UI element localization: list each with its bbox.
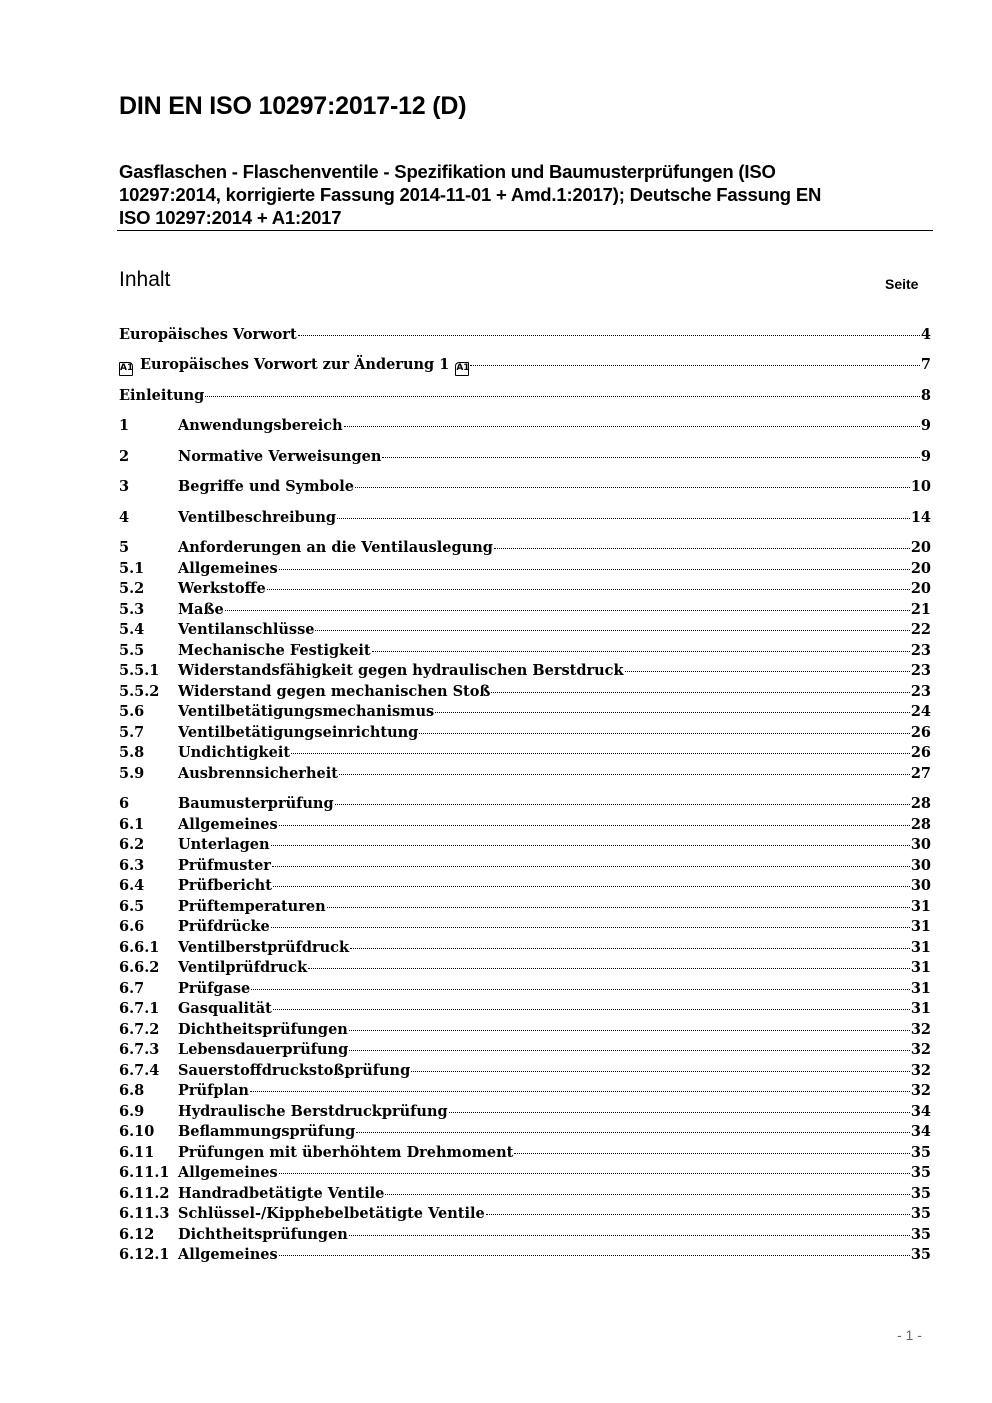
toc-dot-leader [279,825,910,826]
toc-dot-leader [267,589,910,590]
toc-dot-leader [486,1214,910,1215]
toc-entry-page: 31 [910,1000,931,1017]
toc-entry-page: 23 [910,683,931,700]
toc-entry-title: Baumusterprüfung [178,795,334,812]
toc-entry-page: 31 [910,959,931,976]
subtitle-line: 10297:2014, korrigierte Fassung 2014-11-01 + Amd.1:2017); Deutsche Fassung EN [119,184,822,205]
toc-entry-number: 6.10 [119,1123,155,1140]
toc-entry[interactable] [119,1000,931,1020]
toc-dot-leader [308,968,910,969]
toc-entry-number: 6.5 [119,898,145,915]
toc-entry-page: 27 [910,765,931,782]
title-divider [117,230,933,231]
toc-entry-title: Mechanische Festigkeit [178,642,371,659]
toc-entry-page: 35 [910,1205,931,1222]
toc-entry-number: 5.2 [119,580,145,597]
toc-entry-number: 5.9 [119,765,145,782]
toc-dot-leader [625,671,910,672]
toc-entry[interactable] [119,539,931,559]
toc-entry-number: 5.5.2 [119,683,160,700]
toc-entry[interactable] [119,1041,931,1061]
toc-entry-number: 6.6.2 [119,959,160,976]
toc-entry-title: Ventilprüfdruck [178,959,308,976]
toc-entry-title: Ventilbeschreibung [178,509,337,526]
toc-entry[interactable] [119,509,931,529]
toc-dot-leader [339,774,910,775]
toc-entry-page: 30 [910,857,931,874]
toc-entry-page: 31 [910,980,931,997]
toc-entry-page: 9 [920,417,931,434]
toc-dot-leader [349,1235,910,1236]
toc-entry-page: 7 [920,356,931,373]
toc-entry[interactable] [119,601,931,621]
toc-entry-number: 6.1 [119,816,145,833]
toc-dot-leader [279,1255,910,1256]
toc-entry-number: 6.7.4 [119,1062,160,1079]
toc-entry-title: Allgemeines [178,816,278,833]
toc-entry[interactable] [119,980,931,1000]
toc-entry-number: 6.3 [119,857,145,874]
toc-entry[interactable] [119,939,931,959]
toc-entry-number: 5.8 [119,744,145,761]
toc-dot-leader [349,1050,910,1051]
toc-entry[interactable] [119,1103,931,1123]
toc-entry-page: 31 [910,918,931,935]
toc-entry-page: 14 [910,509,931,526]
toc-dot-leader [291,753,910,754]
subtitle-line: Gasflaschen - Flaschenventile - Spezifikation und Baumusterprüfungen (ISO [119,161,776,182]
toc-entry[interactable] [119,560,931,580]
amendment-end-icon: A1 [455,362,469,376]
toc-entry[interactable] [119,417,931,437]
toc-entry-number: 2 [119,448,130,465]
toc-entry-page: 35 [910,1164,931,1181]
toc-dot-leader [349,1030,910,1031]
toc-entry[interactable] [119,621,931,641]
toc-entry-title [119,356,469,376]
toc-entry[interactable] [119,1164,931,1184]
toc-entry[interactable] [119,724,931,744]
toc-entry-title: Prüfbericht [178,877,272,894]
toc-heading: Inhalt [119,268,171,291]
toc-entry-number: 1 [119,417,130,434]
toc-dot-leader [382,457,920,458]
toc-entry[interactable] [119,918,931,938]
toc-entry-title: Normative Verweisungen [178,448,382,465]
toc-dot-leader [514,1153,909,1154]
toc-dot-leader [298,335,920,336]
toc-entry-title: Prüfmuster [178,857,271,874]
toc-entry-number: 6.7.2 [119,1021,160,1038]
toc-entry-number: 6.11.1 [119,1164,170,1181]
toc-entry[interactable] [119,836,931,856]
toc-entry-title: Prüftemperaturen [178,898,326,915]
toc-dot-leader [344,426,920,427]
toc-entry-title: Werkstoffe [178,580,266,597]
toc-entry[interactable] [119,703,931,723]
toc-entry-number: 5.5.1 [119,662,160,679]
toc-entry-title: Ventilbetätigungseinrichtung [178,724,419,741]
toc-entry-number: 6.2 [119,836,145,853]
toc-entry-number: 6.12.1 [119,1246,170,1263]
toc-entry-title: Allgemeines [178,1164,278,1181]
toc-dot-leader [372,651,910,652]
toc-entry[interactable] [119,877,931,897]
toc-entry[interactable] [119,1205,931,1225]
toc-dot-leader [356,1132,910,1133]
toc-dot-leader [335,804,910,805]
toc-entry-number: 6.8 [119,1082,145,1099]
toc-entry-page: 26 [910,744,931,761]
toc-entry-title: Gasqualität [178,1000,272,1017]
toc-entry-page: 10 [910,478,931,495]
toc-entry[interactable] [119,642,931,662]
toc-entry-number: 5.7 [119,724,145,741]
toc-dot-leader [411,1071,910,1072]
toc-entry-page: 24 [910,703,931,720]
toc-dot-leader [435,712,910,713]
toc-entry-title: Handradbetätigte Ventile [178,1185,385,1202]
toc-entry-page: 21 [910,601,931,618]
toc-entry[interactable] [119,857,931,877]
toc-dot-leader [271,927,910,928]
toc-entry-number: 6 [119,795,130,812]
toc-entry-page: 32 [910,1062,931,1079]
toc-entry-title: Widerstandsfähigkeit gegen hydraulischen Berstdruck [178,662,624,679]
toc-dot-leader [251,989,910,990]
toc-entry-number: 5.6 [119,703,145,720]
toc-entry-title: Beflammungsprüfung [178,1123,356,1140]
toc-dot-leader [205,396,920,397]
toc-entry-title: Allgemeines [178,1246,278,1263]
toc-entry-title: Unterlagen [178,836,270,853]
toc-entry[interactable] [119,683,931,703]
toc-entry-title: Widerstand gegen mechanischen Stoß [178,683,491,700]
toc-entry-page: 23 [910,642,931,659]
toc-entry-page: 31 [910,898,931,915]
toc-entry-page: 26 [910,724,931,741]
toc-entry-number: 6.4 [119,877,145,894]
toc-entry[interactable] [119,326,931,346]
toc-entry-page: 34 [910,1123,931,1140]
toc-entry[interactable] [119,898,931,918]
toc-entry-title: Ventilanschlüsse [178,621,315,638]
toc-entry[interactable] [119,448,931,468]
toc-entry-title: Prüfplan [178,1082,249,1099]
toc-entry-title: Begriffe und Symbole [178,478,354,495]
toc-entry-title: Maße [178,601,224,618]
toc-entry-number: 6.6 [119,918,145,935]
toc-dot-leader [494,548,910,549]
amendment-start-icon: A1 [119,362,133,376]
toc-entry-number: 4 [119,509,130,526]
toc-entry[interactable] [119,795,931,815]
toc-dot-leader [449,1112,910,1113]
toc-entry-number: 6.12 [119,1226,155,1243]
toc-entry-title: Ventilbetätigungsmechanismus [178,703,435,720]
subtitle-line: ISO 10297:2014 + A1:2017 [119,207,342,228]
toc-entry-page: 4 [920,326,931,343]
toc-entry-page: 32 [910,1082,931,1099]
toc-entry-page: 35 [910,1226,931,1243]
toc-entry[interactable] [119,1144,931,1164]
toc-dot-leader [385,1194,909,1195]
toc-entry-number: 6.11 [119,1144,155,1161]
toc-entry-number: 3 [119,478,130,495]
toc-entry-title: Europäisches Vorwort [119,326,297,343]
toc-entry-page: 20 [910,560,931,577]
toc-entry[interactable] [119,387,931,407]
toc-entry[interactable] [119,478,931,498]
toc-entry-page: 30 [910,877,931,894]
toc-entry-page: 35 [910,1185,931,1202]
toc-entry[interactable] [119,1185,931,1205]
toc-entry-number: 5.4 [119,621,145,638]
document-subtitle [119,160,931,229]
document-title: DIN EN ISO 10297:2017-12 (D) [119,92,467,120]
toc-entry-number: 5.3 [119,601,145,618]
toc-entry-title: Dichtheitsprüfungen [178,1226,348,1243]
toc-entry-title: Ausbrennsicherheit [178,765,338,782]
toc-entry-title: Sauerstoffdruckstoßprüfung [178,1062,411,1079]
toc-entry[interactable] [119,816,931,836]
toc-entry-page: 30 [910,836,931,853]
toc-entry[interactable] [119,1226,931,1246]
toc-entry[interactable] [119,765,931,785]
toc-entry-title: Anwendungsbereich [178,417,343,434]
toc-entry-number: 6.9 [119,1103,145,1120]
toc-entry-title: Prüfdrücke [178,918,270,935]
toc-entry-page: 20 [910,539,931,556]
toc-dot-leader [337,518,910,519]
toc-entry-page: 28 [910,816,931,833]
toc-entry-page: 9 [920,448,931,465]
toc-entry-page: 32 [910,1041,931,1058]
toc-dot-leader [273,1009,910,1010]
toc-entry-number: 5.1 [119,560,145,577]
toc-dot-leader [327,907,910,908]
toc-entry-title-text: Europäisches Vorwort zur Änderung 1 [140,356,450,373]
toc-entry[interactable] [119,1123,931,1143]
toc-entry-page: 32 [910,1021,931,1038]
toc-entry-number: 6.6.1 [119,939,160,956]
toc-dot-leader [419,733,910,734]
toc-entry-page: 23 [910,662,931,679]
toc-entry-page: 8 [920,387,931,404]
toc-dot-leader [350,948,910,949]
toc-dot-leader [279,1173,910,1174]
toc-entry-number: 6.11.3 [119,1205,170,1222]
toc-entry-number: 5 [119,539,130,556]
toc-dot-leader [271,845,910,846]
toc-entry[interactable] [119,959,931,979]
toc-entry-page: 31 [910,939,931,956]
toc-entry-page: 28 [910,795,931,812]
toc-entry-title: Hydraulische Berstdruckprüfung [178,1103,448,1120]
toc-dot-leader [470,365,920,366]
toc-dot-leader [273,886,910,887]
toc-dot-leader [272,866,910,867]
toc-entry-page: 35 [910,1144,931,1161]
toc-dot-leader [250,1091,910,1092]
toc-entry-title: Allgemeines [178,560,278,577]
toc-entry[interactable] [119,1246,931,1266]
toc-dot-leader [355,487,910,488]
toc-entry-title: Undichtigkeit [178,744,291,761]
toc-entry[interactable] [119,1082,931,1102]
toc-entry-number: 6.7.3 [119,1041,160,1058]
toc-entry[interactable] [119,580,931,600]
toc-dot-leader [279,569,910,570]
toc-entry-page: 22 [910,621,931,638]
toc-entry-title: Anforderungen an die Ventilauslegung [178,539,493,556]
toc-page-column-label: Seite [885,276,919,292]
toc-entry-title: Dichtheitsprüfungen [178,1021,348,1038]
toc-entry-title: Schlüssel-/Kipphebelbetätigte Ventile [178,1205,485,1222]
toc-dot-leader [315,630,909,631]
toc-entry-number: 6.7.1 [119,1000,160,1017]
page-number: - 1 - [897,1327,922,1343]
toc-entry-title: Prüfungen mit überhöhtem Drehmoment [178,1144,514,1161]
toc-entry-number: 5.5 [119,642,145,659]
toc-entry-page: 35 [910,1246,931,1263]
toc-entry-number: 6.7 [119,980,145,997]
toc-dot-leader [491,692,909,693]
toc-entry-page: 20 [910,580,931,597]
toc-entry-title: Ventilberstprüfdruck [178,939,350,956]
toc-entry-title: Lebensdauerprüfung [178,1041,349,1058]
toc-entry[interactable] [119,1062,931,1082]
toc-entry-title: Prüfgase [178,980,251,997]
toc-entry-number: 6.11.2 [119,1185,170,1202]
toc-entry-title: Einleitung [119,387,205,404]
toc-entry[interactable] [119,356,931,376]
toc-entry-page: 34 [910,1103,931,1120]
toc-entry[interactable] [119,1021,931,1041]
toc-dot-leader [225,610,910,611]
toc-entry[interactable] [119,744,931,764]
toc-entry[interactable] [119,662,931,682]
